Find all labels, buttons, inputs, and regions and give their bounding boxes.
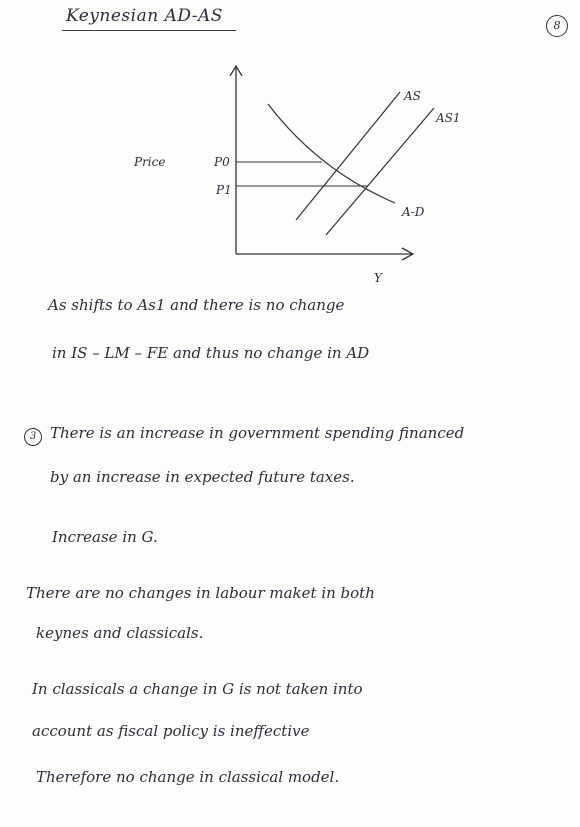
ad-curve [268,104,395,203]
p0-label: P0 [214,155,230,169]
text-line-8: In classicals a change in G is not taken into [32,680,363,698]
text-line-6: There are no changes in labour maket in both [26,584,375,602]
text-line-1: As shifts to As1 and there is no change [48,296,345,314]
page-number-circle: 8 [546,15,568,37]
text-line-4: by an increase in expected future taxes. [50,468,355,486]
text-line-5: Increase in G. [52,528,158,546]
text-line-3: There is an increase in government spending financed [50,424,465,442]
as-curve [296,92,400,220]
ad-as-graph [0,0,580,300]
text-line-10: Therefore no change in classical model. [36,768,340,786]
price-axis-label: Price [134,155,166,169]
item-number-circle: 3 [24,428,42,446]
text-line-7: keynes and classicals. [36,624,204,642]
as1-label: AS1 [436,111,461,125]
p1-label: P1 [216,183,232,197]
page-title: Keynesian AD-AS [66,6,223,26]
text-line-2: in IS – LM – FE and thus no change in AD [52,344,370,362]
output-axis-label: Y [374,271,382,285]
ad-label: A-D [402,205,425,219]
text-line-9: account as fiscal policy is ineffective [32,722,310,740]
as-label: AS [404,89,421,103]
